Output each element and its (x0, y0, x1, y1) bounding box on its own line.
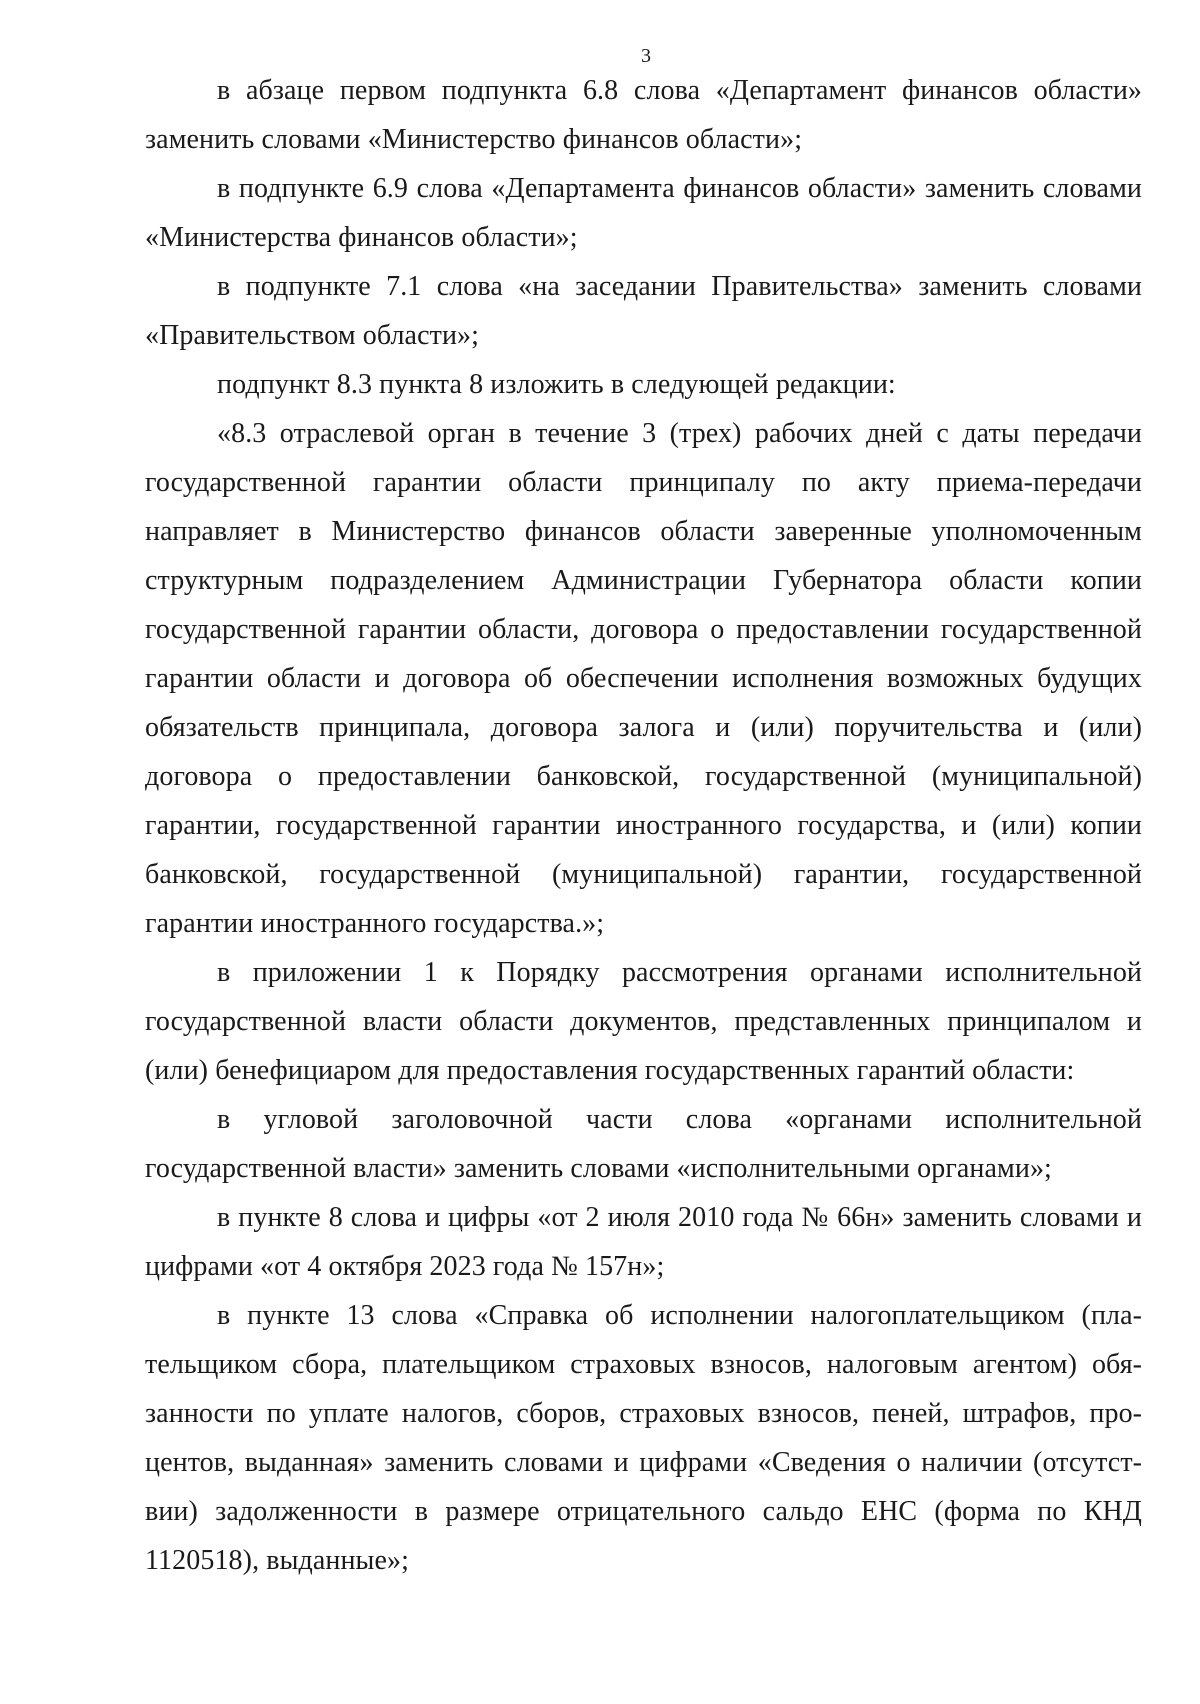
paragraph-appendix-1: в приложении 1 к Порядку рассмотрения органами исполнительной государственной власти области документов, представленных принципалом и (или) бенефициаром для предоставления государственных гарантий области: (145, 957, 1142, 1086)
paragraph-8-3-intro: подпункт 8.3 пункта 8 изложить в следующей редакции: (217, 369, 896, 400)
paragraph-header-part: в угловой заголовочной части слова «органами исполнительной государственной власти» заменить словами «исполнительными органами»; (145, 1104, 1142, 1184)
paragraph-8-3-text: «8.3 отраслевой орган в течение 3 (трех) рабочих дней с даты передачи государственной гарантии области принципалу по акту приема-передачи направляет в Министерство финансов области заверенные уполномоченным структурным подразделением Администрации Губернатора области копии государственной гарантии области, договора о предоставлении государственной гарантии области и договора об обеспечении исполнения возможных будущих обязательств принципала, договора залога и (или) поручительства и (или) договора о предоставлении банковской, государственной (муниципальной) гарантии, государственной гарантии иностранного государства, и (или) копии банковской, государственной (муниципальной) гарантии, государственной гарантии иностранного государства.»; (145, 418, 1142, 939)
paragraph-6-8: в абзаце первом подпункта 6.8 слова «Департамент финансов области» заменить словами «Министерство финансов области»; (145, 75, 1142, 155)
page-number: 3 (641, 45, 651, 67)
paragraph-7-1: в подпункте 7.1 слова «на заседании Правительства» заменить словами «Правительством области»; (145, 271, 1142, 351)
paragraph-6-9: в подпункте 6.9 слова «Департамента финансов области» заменить словами «Министерства финансов области»; (145, 173, 1142, 253)
paragraph-item-8: в пункте 8 слова и цифры «от 2 июля 2010 года № 66н» заменить словами и цифрами «от 4 октября 2023 года № 157н»; (145, 1202, 1142, 1282)
paragraph-item-13: в пункте 13 слова «Справка об исполнении налогоплательщиком (плательщиком сбора, плательщиком страховых взносов, налоговым агентом) обязанности по уплате налогов, сборов, страховых взносов, пеней, штрафов, процентов, выданная» заменить словами и цифрами «Сведения о наличии (отсутствии) задолженности в размере отрицательного сальдо ЕНС (форма по КНД 1120518), выданные»; (145, 1300, 1142, 1576)
document-body (145, 66, 1142, 1585)
